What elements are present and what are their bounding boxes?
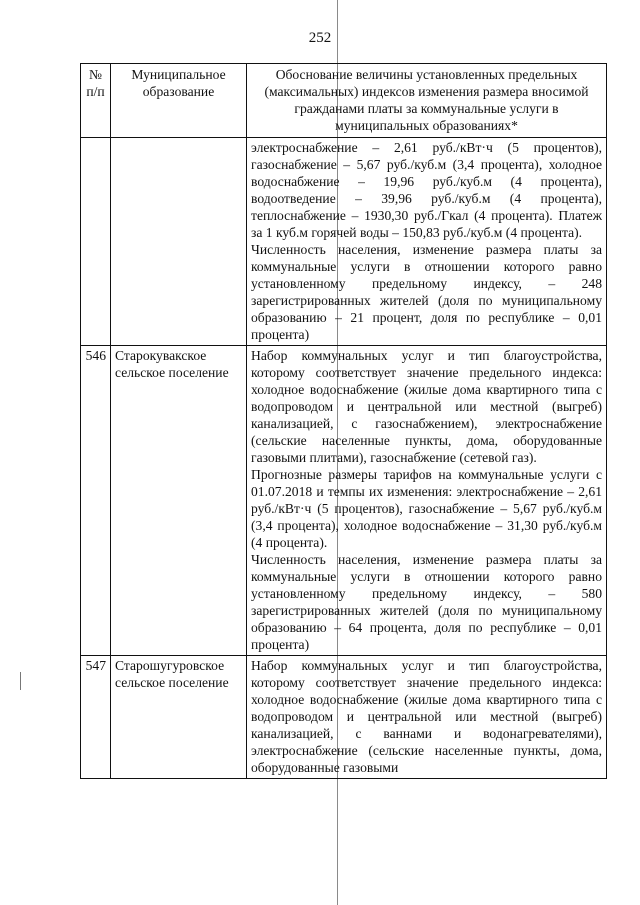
margin-mark <box>20 672 21 690</box>
row-justification <box>247 138 607 346</box>
header-municipality <box>111 64 247 138</box>
row-justification <box>247 656 607 779</box>
row-municipality: Старошугуровское сельское поселение <box>111 656 247 779</box>
row-number <box>81 138 111 346</box>
row-municipality: Старокувакское сельское поселение <box>111 346 247 656</box>
table-row <box>81 138 607 346</box>
table-row <box>81 346 607 656</box>
row-paragraph: электроснабжение – 2,61 руб./кВт·ч (5 процентов), газоснабжение – 5,67 руб./куб.м (3,4 процента), холодное водоснабжение – 19,96 руб./куб.м (4 процента), водоотведение – 39,96 руб./куб.м (4 процента), теплоснабжение – 1930,30 руб./Гкал (4 процента). Платеж за 1 куб.м горячей воды – 150,83 руб./куб.м (4 процента). <box>251 140 602 240</box>
tariff-index-table <box>80 63 607 779</box>
header-number <box>81 64 111 138</box>
row-justification <box>247 346 607 656</box>
header-number-text: № п/п <box>86 67 105 99</box>
page-number: 252 <box>308 30 332 46</box>
header-justification <box>247 64 607 138</box>
row-paragraph: Набор коммунальных услуг и тип благоустройства, которому соответствует значение предельного индекса: холодное водоснабжение (жилые дома квартирного типа с водопроводом и центральной или местной (выгреб) канализацией, с газоснабжением), электроснабжение (сельские населенные пункты, дома, оборудованные газовыми плитами), газоснабжение (сетевой газ). <box>251 348 602 465</box>
row-paragraph: Набор коммунальных услуг и тип благоустройства, которому соответствует значение предельного индекса: холодное водоснабжение (жилые дома квартирного типа с водопроводом и центральной или местной (выгреб) канализацией, с ваннами и водонагревателями), электроснабжение (сельские населенные пункты, дома, оборудованные газовыми <box>251 658 602 775</box>
row-municipality <box>111 138 247 346</box>
row-paragraph: Численность населения, изменение размера платы за коммунальные услуги в отношении которого равно установленному предельному индексу, – 248 зарегистрированных жителей (доля по муниципальному образованию – 21 процент, доля по республике – 0,01 процента) <box>251 242 602 342</box>
table-header-row <box>81 64 607 138</box>
header-justification-text: Обоснование величины установленных предельных (максимальных) индексов изменения размера вносимой гражданами платы за коммунальные услуги в муниципальных образованиях* <box>264 67 589 133</box>
row-paragraph: Прогнозные размеры тарифов на коммунальные услуги с 01.07.2018 и темпы их изменения: электроснабжение – 2,61 руб./кВт·ч (5 процентов), газоснабжение – 5,67 руб./куб.м (3,4 процента), холодное водоснабжение – 31,30 руб./куб.м (4 процента). <box>251 467 602 550</box>
row-number: 546 <box>81 346 111 656</box>
table-row <box>81 656 607 779</box>
header-municipality-text: Муниципальное образование <box>131 67 226 99</box>
row-paragraph: Численность населения, изменение размера платы за коммунальные услуги в отношении которого равно установленному предельному индексу, – 580 зарегистрированных жителей (доля по муниципальному образованию – 64 процента, доля по республике – 0,01 процента) <box>251 552 602 652</box>
row-number: 547 <box>81 656 111 779</box>
